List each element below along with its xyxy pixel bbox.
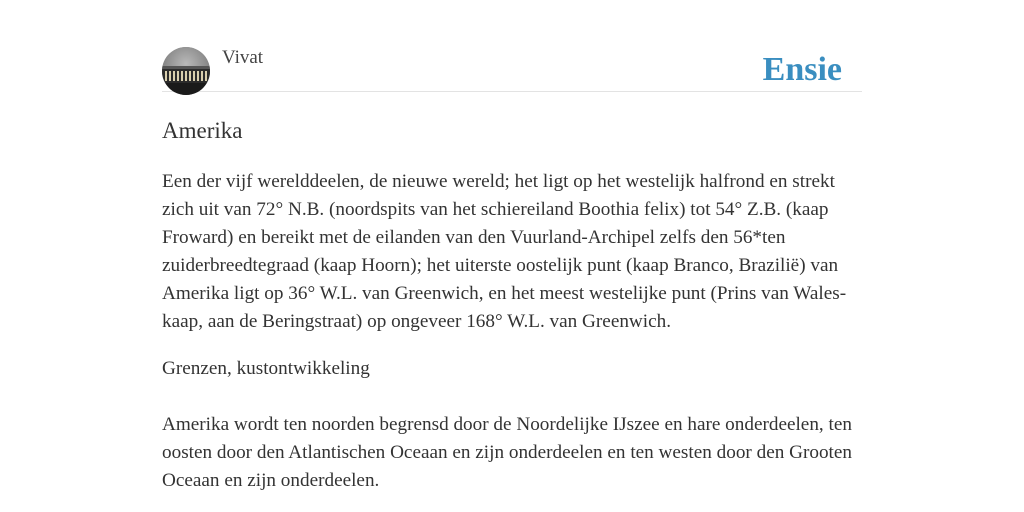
page-title: Amerika <box>162 118 243 143</box>
typewriter-icon <box>162 47 210 95</box>
paragraph-intro: Een der vijf werelddeelen, de nieuwe wereld; het ligt op het westelijk halfrond en strekt zich uit van 72° N.B. (noordspits van het schiereiland Boothia felix) tot 54° Z.B. (kaap Froward) en bereikt met de eilanden van den Vuurland-Archipel zelfs den 56*ten zuiderbreedtegraad (kaap Hoorn); het uiterste oostelijk punt (kaap Branco, Brazilië) van Amerika ligt op 36° W.L. van Greenwich, en het meest westelijke punt (Prins van Wales-kaap, aan de Beringstraat) op ongeveer 168° W.L. van Greenwich. <box>162 171 847 332</box>
author-name[interactable]: Vivat <box>222 47 264 68</box>
brand-logo[interactable]: Ensie <box>762 51 842 88</box>
paragraph-borders: Amerika wordt ten noorden begrensd door de Noordelijke IJszee en hare onderdeelen, ten oosten door den Atlantischen Oceaan en zijn onderdeelen en ten westen door den Grooten Oceaan en zijn onderdeelen. <box>162 414 852 491</box>
header <box>162 0 862 92</box>
article <box>162 114 864 495</box>
section-heading: Grenzen, kustontwikkeling <box>162 358 370 379</box>
avatar[interactable] <box>162 47 210 95</box>
